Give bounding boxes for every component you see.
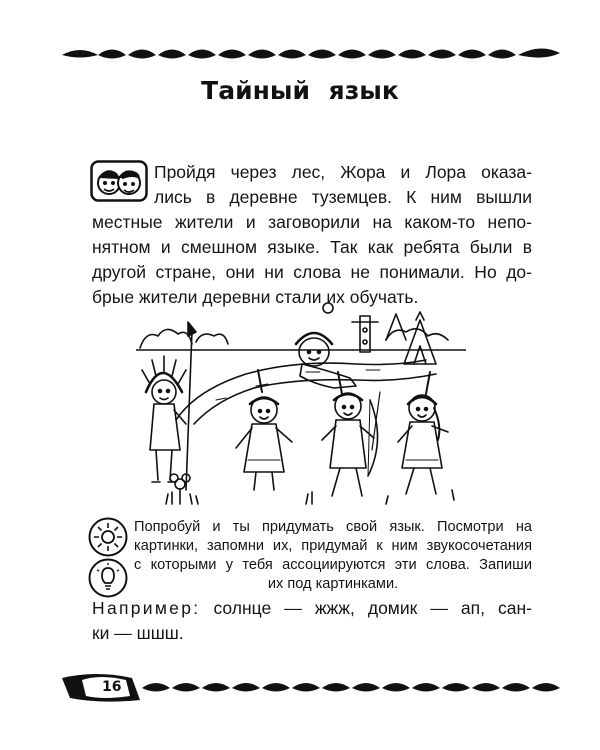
task-line: их под картинками. bbox=[267, 576, 399, 592]
story-line: брые жители деревни стали их обучать. bbox=[92, 287, 419, 307]
example-paragraph bbox=[92, 596, 532, 646]
task-line: с которыми у тебя ассоциируются эти слова. Запиши bbox=[134, 557, 532, 573]
story-paragraph bbox=[92, 160, 532, 310]
task-instructions bbox=[134, 518, 532, 594]
example-text: солнце — жжж, домик — ап, сан- bbox=[213, 598, 532, 618]
bottom-leaf-border bbox=[0, 670, 600, 704]
example-line bbox=[92, 596, 532, 621]
example-line: ки — шшш. bbox=[92, 623, 184, 643]
story-line: нятном и смешном языке. Так как ребята были в bbox=[92, 237, 532, 257]
story-line: другой стране, они ни слова не понимали. Но до- bbox=[92, 262, 532, 282]
page-title: Тайный язык bbox=[201, 76, 399, 105]
story-line: Пройдя через лес, Жора и Лора оказа- bbox=[154, 162, 532, 182]
task-line: Попробуй и ты придумать свой язык. Посмотри на bbox=[134, 519, 532, 535]
task-line: картинки, запомни их, придумай к ним звукосочетания bbox=[134, 538, 532, 554]
village-illustration bbox=[136, 300, 466, 510]
lightbulb-icon bbox=[88, 558, 128, 598]
example-label: Например: bbox=[92, 598, 201, 618]
top-leaf-border bbox=[0, 40, 600, 66]
sun-icon bbox=[88, 517, 128, 557]
page-number: 16 bbox=[102, 679, 122, 695]
story-line: лись в деревне туземцев. К ним вышли bbox=[154, 187, 532, 207]
story-line: местные жители и заговорили на каком-то непо- bbox=[92, 212, 532, 232]
